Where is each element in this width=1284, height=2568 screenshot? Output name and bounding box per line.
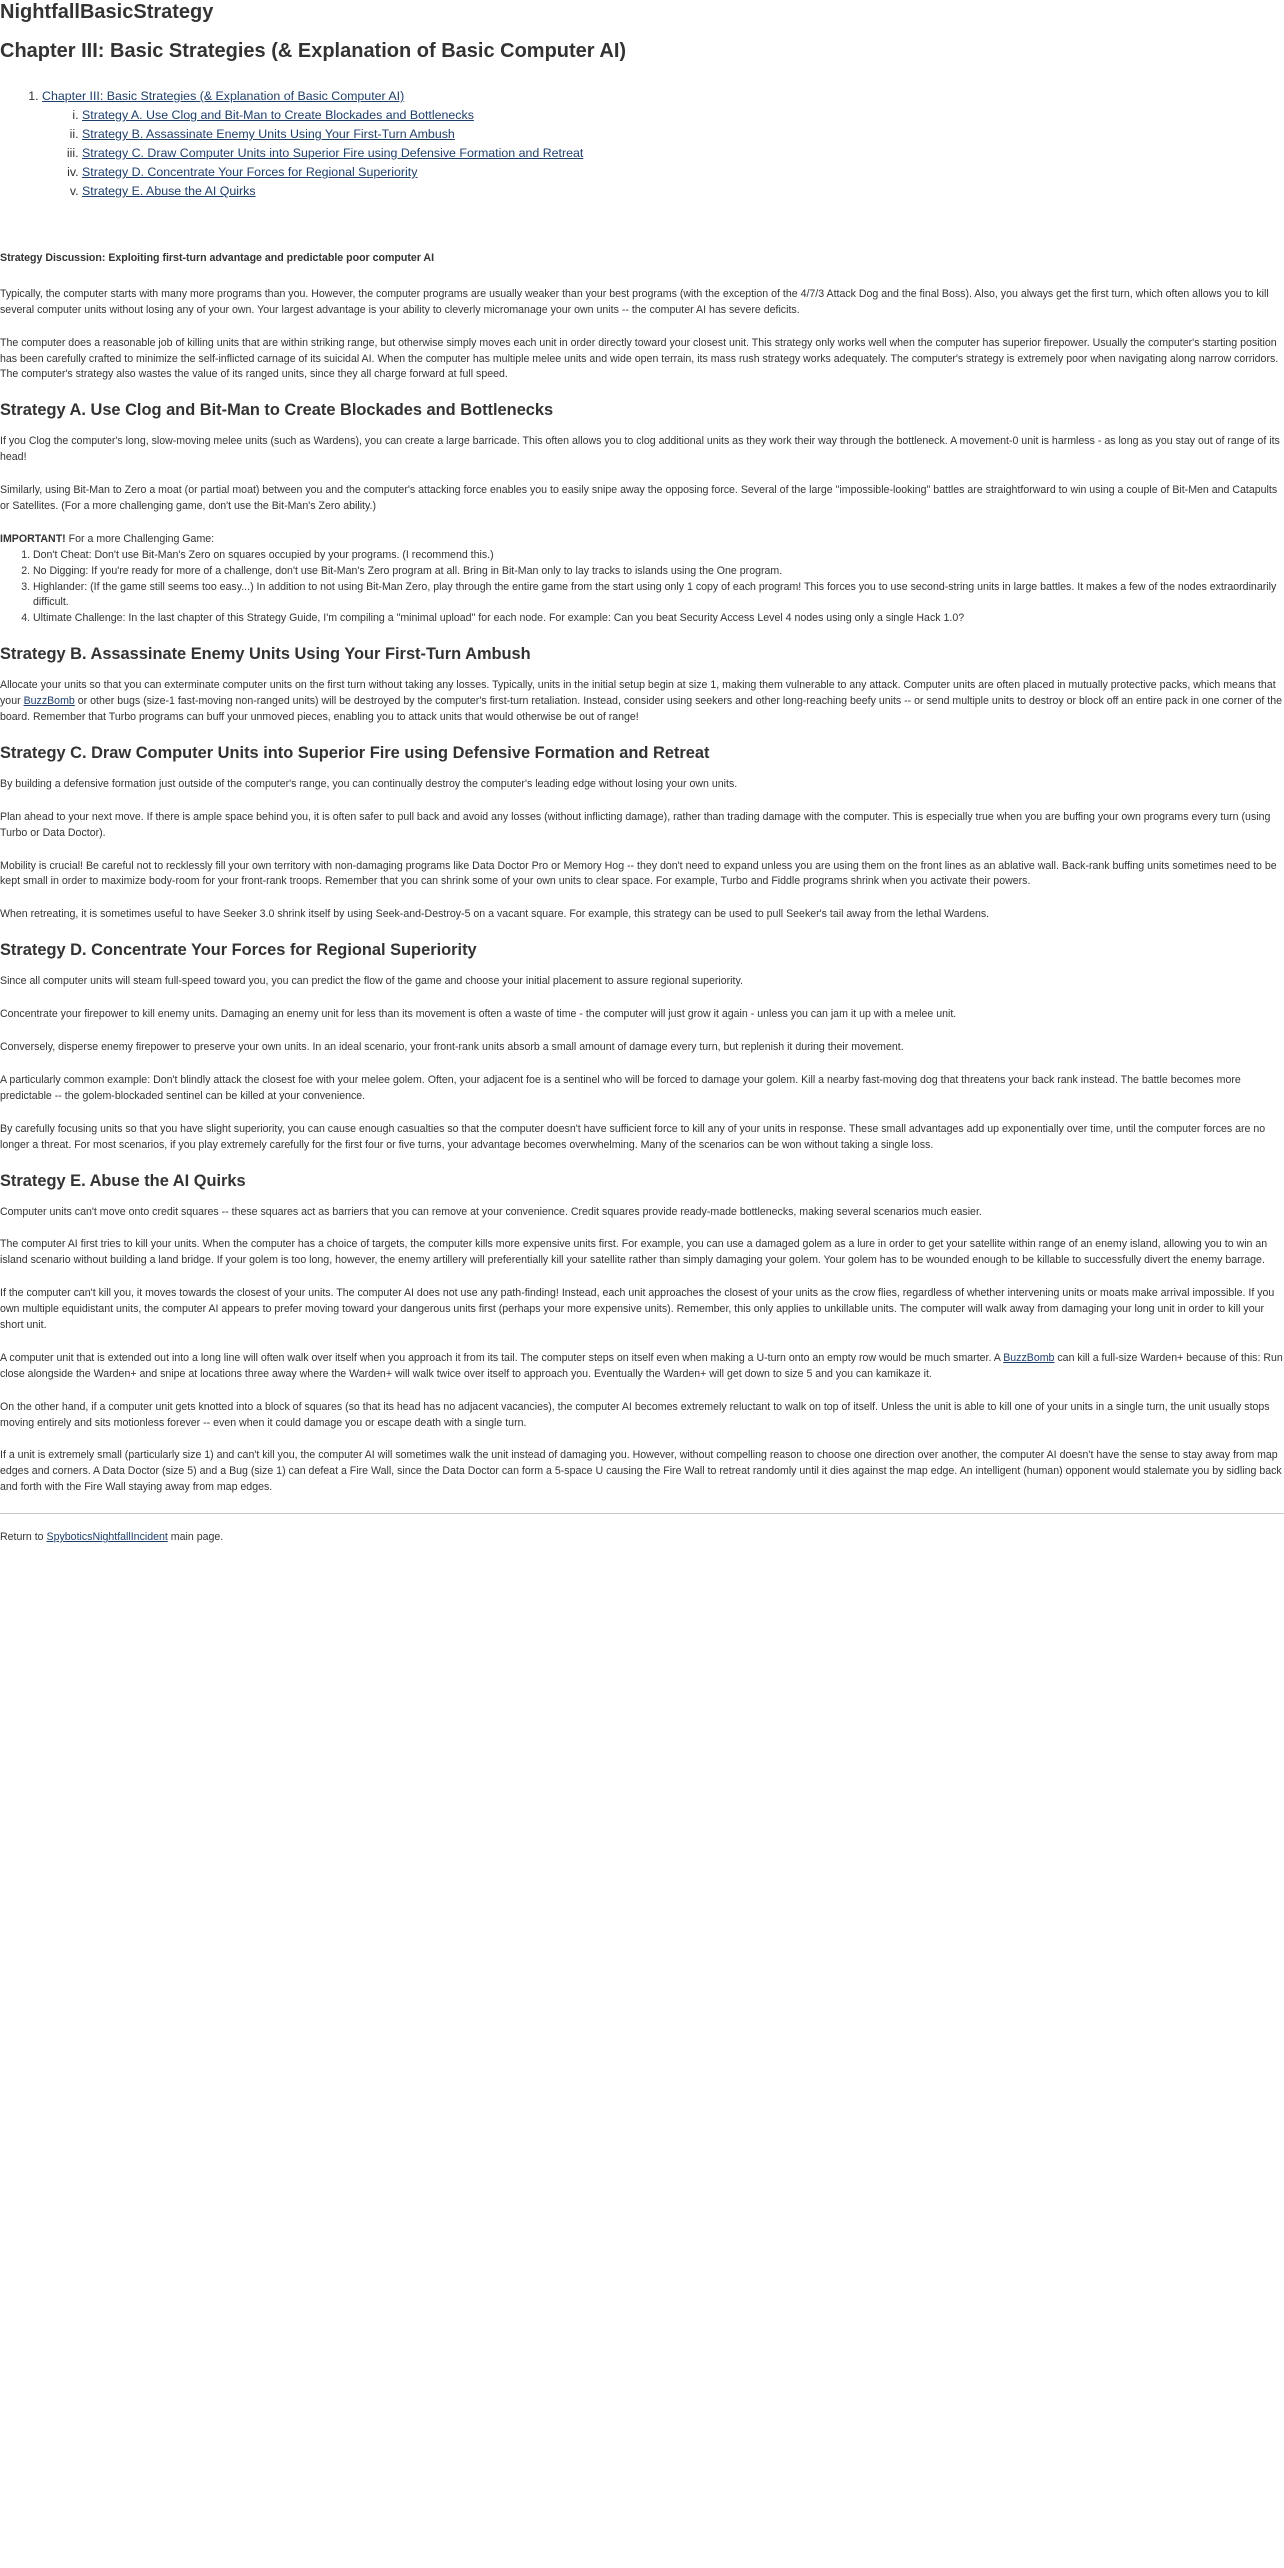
important-text: For a more Challenging Game:	[65, 532, 215, 545]
paragraph: When retreating, it is sometimes useful to have Seeker 3.0 shrink itself by using Seek-and-Destroy-5 on a vacant square. For example, this strategy can be used to pull Seeker's tail away from the lethal Wardens.	[0, 908, 990, 921]
strategy-e-section	[0, 1171, 1284, 1497]
main-page-link[interactable]: SpyboticsNightfallIncident	[46, 1531, 168, 1544]
text: main page.	[167, 1531, 224, 1544]
strategy-b-section	[0, 644, 1284, 726]
toc-sublist	[42, 106, 1284, 201]
paragraph	[0, 678, 1284, 726]
paragraph: On the other hand, if a computer unit gets knotted into a block of squares (so that its head has no adjacent vacancies), the computer AI becomes extremely reluctant to walk on top of itself. Unless the unit is able to kill one of your units in a single turn, the unit usually stops moving entirely and sits motionless forever -- even when it could damage you or escape death with a single turn.	[0, 1400, 1270, 1429]
paragraph: Mobility is crucial! Be careful not to recklessly fill your own territory with non-damaging programs like Data Doctor Pro or Memory Hog -- they don't need to expand unless you are using them on the front lines as an ablative wall. Back-rank buffing units sometimes need to be kept small in order to maximize body-room for your front-rank troops. Remember that you can shrink some of your own units to clear space. For example, Turbo and Fiddle programs shrink when you activate their powers.	[0, 859, 1277, 888]
strategy-b-heading: Strategy B. Assassinate Enemy Units Using Your First-Turn Ambush	[0, 645, 531, 664]
toc-link-strategy-c[interactable]: Strategy C. Draw Computer Units into Superior Fire using Defensive Formation and Retreat	[82, 146, 584, 160]
list-item: 2. No Digging: If you're ready for more of a challenge, don't use Bit-Man's Zero program at all. Bring in Bit-Man only to lay tracks to islands using the One program.	[33, 564, 1284, 580]
toc-link-strategy-a[interactable]: Strategy A. Use Clog and Bit-Man to Create Blockades and Bottlenecks	[82, 108, 474, 122]
buzzbomb-link[interactable]: BuzzBomb	[1003, 1351, 1055, 1364]
list-item: 4. Ultimate Challenge: In the last chapter of this Strategy Guide, I'm compiling a "minimal upload" for each node. For example: Can you beat Security Access Level 4 nodes using only a single Hack 1.0?	[33, 611, 1284, 627]
site-title: NightfallBasicStrategy	[0, 1, 214, 23]
buzzbomb-link[interactable]: BuzzBomb	[23, 695, 75, 708]
strategy-a-heading: Strategy A. Use Clog and Bit-Man to Create Blockades and Bottlenecks	[0, 401, 554, 420]
strategy-d-heading: Strategy D. Concentrate Your Forces for Regional Superiority	[0, 941, 477, 960]
paragraph: Similarly, using Bit-Man to Zero a moat (or partial moat) between you and the computer's attacking force enables you to easily snipe away the opposing force. Several of the large "impossible-looking" battles are straightforward to win using a couple of Bit-Men and Catapults or Satellites. (For a more challenging game, don't use the Bit-Man's Zero ability.)	[0, 484, 1278, 513]
strategy-c-section	[0, 743, 1284, 923]
paragraph: Plan ahead to your next move. If there is ample space behind you, it is often safer to pull back and avoid any losses (without inflicting damage), rather than trading damage with the computer. This is especially true when you are buffing your own programs every turn (using Turbo or Data Doctor).	[0, 810, 1271, 839]
paragraph	[0, 1351, 1284, 1383]
toc-link-strategy-e[interactable]: Strategy E. Abuse the AI Quirks	[82, 184, 256, 198]
paragraph: Conversely, disperse enemy firepower to preserve your own units. In an ideal scenario, your front-rank units absorb a small amount of damage every turn, but replenish it during their movement.	[0, 1041, 904, 1054]
paragraph: If you Clog the computer's long, slow-moving melee units (such as Wardens), you can create a large barricade. This often allows you to clog additional units as they work their way through the bottleneck. A movement-0 unit is harmless - as long as you stay out of range of its head!	[0, 435, 1280, 464]
paragraph: The computer AI first tries to kill your units. When the computer has a choice of targets, the computer kills more expensive units first. For example, you can use a damaged golem as a lure in order to get your satellite within range of an enemy island, allowing you to win an island scenario without building a land bridge. If your golem is too long, however, the enemy artillery will preferentially kill your satellite rather than simply damaging your golem. Your golem has to be wounded enough to be killable to successfully divert the enemy barrage.	[0, 1238, 1268, 1267]
paragraph: If the computer can't kill you, it moves towards the closest of your units. The computer AI does not use any path-finding! Instead, each unit approaches the closest of your units as the crow flies, regardless of whether intervening units or moats make arrival impossible. If you own multiple equidistant units, the computer AI appears to prefer moving toward your dangerous units first (perhaps your more expensive units). Remember, this only applies to unkillable units. The computer will walk away from damaging your long unit in order to kill your short unit.	[0, 1287, 1275, 1331]
strategy-a-section	[0, 400, 1284, 627]
table-of-contents	[0, 87, 1284, 201]
paragraph: Computer units can't move onto credit squares -- these squares act as barriers that you can remove at your convenience. Credit squares provide ready-made bottlenecks, making several scenarios much easier.	[0, 1205, 982, 1218]
toc-item	[82, 106, 1284, 125]
toc-item	[82, 163, 1284, 182]
strategy-d-section	[0, 940, 1284, 1153]
paragraph: The computer does a reasonable job of killing units that are within striking range, but otherwise simply moves each unit in order directly toward your closest unit. This strategy only works well when the computer has superior firepower. Usually the computer's starting position has been carefully crafted to minimize the self-inflicted carnage of its suicidal AI. When the computer has multiple melee units and wide open terrain, its mass rush strategy works adequately. The computer's strategy is extremely poor when navigating along narrow corridors. The computer's strategy also wastes the value of its ranged units, since they all charge forward at full speed.	[0, 336, 1279, 381]
paragraph: Typically, the computer starts with many more programs than you. However, the computer programs are usually weaker than your best programs (with the exception of the 4/7/3 Attack Dog and the final Boss). Also, you always get the first turn, which often allows you to kill several computer units without losing any of your own. Your largest advantage is your ability to cleverly micromanage your own units -- the computer AI has severe deficits.	[0, 287, 1269, 316]
text: Allocate your units so that you can exterminate computer units on the first turn without taking any losses. Typically, units in the initial setup begin at size 1, making them vulnerable to any attack. Computer units are often placed in mutually protective packs, which means that your	[0, 679, 1276, 708]
challenge-list	[0, 548, 1284, 627]
text: or other bugs (size-1 fast-moving non-ranged units) will be destroyed by the computer's first-turn retaliation. Instead, consider using seekers and other long-reaching beefy units -- or send multiple units to destroy or block off an entire pack in one corner of the board. Remember that Turbo programs can buff your unmoved pieces, enabling you to attack units that would otherwise be out of range!	[0, 695, 1282, 724]
page-title: Chapter III: Basic Strategies (& Explanation of Basic Computer AI)	[0, 40, 627, 62]
divider	[0, 1513, 1284, 1514]
toc-item-main	[42, 87, 1284, 201]
toc-link-strategy-d[interactable]: Strategy D. Concentrate Your Forces for Regional Superiority	[82, 165, 418, 179]
toc-item	[82, 144, 1284, 163]
paragraph: By building a defensive formation just outside of the computer's range, you can continually destroy the computer's leading edge without losing your own units.	[0, 777, 738, 790]
strategy-e-heading: Strategy E. Abuse the AI Quirks	[0, 1171, 246, 1190]
list-item: 1. Don't Cheat: Don't use Bit-Man's Zero on squares occupied by your programs. (I recommend this.)	[33, 548, 1284, 564]
paragraph: A particularly common example: Don't blindly attack the closest foe with your melee golem. Often, your adjacent foe is a sentinel who will be forced to damage your golem. Kill a nearby fast-moving dog that threatens your back rank instead. The battle becomes more predictable -- the golem-blockaded sentinel can be killed at your convenience.	[0, 1073, 1241, 1102]
paragraph: Concentrate your firepower to kill enemy units. Damaging an enemy unit for less than its movement is often a waste of time - the computer will just grow it again - unless you can jam it up with a melee unit.	[0, 1008, 957, 1021]
paragraph: If a unit is extremely small (particularly size 1) and can't kill you, the computer AI will sometimes walk the unit instead of damaging you. However, without compelling reason to choose one direction over another, the computer AI doesn't have the sense to stay away from map edges and corners. A Data Doctor (size 5) and a Bug (size 1) can defeat a Fire Wall, since the Data Doctor can form a 5-space U causing the Fire Wall to retreat randomly until it dies against the map edge. An intelligent (human) opponent would stalemate you by sidling back and forth with the Fire Wall staying away from map edges.	[0, 1449, 1282, 1494]
toc-item	[82, 182, 1284, 201]
paragraph: By carefully focusing units so that you have slight superiority, you can cause enough casualties so that the computer doesn't have sufficient force to kill any of your units in response. These small advantages add up exponentially over time, until the computer forces are no longer a threat. For most scenarios, if you play extremely carefully for the first four or five turns, your advantage becomes overwhelming. Many of the scenarios can be won without taking a single loss.	[0, 1122, 1266, 1151]
important-label: IMPORTANT!	[0, 532, 66, 545]
discussion-heading: Strategy Discussion: Exploiting first-turn advantage and predictable poor computer AI	[0, 252, 435, 264]
paragraph: Since all computer units will steam full-speed toward you, you can predict the flow of the game and choose your initial placement to assure regional superiority.	[0, 975, 743, 988]
text: A computer unit that is extended out into a long line will often walk over itself when you approach it from its tail. The computer steps on itself even when making a U-turn onto an empty row would be much smarter. A	[0, 1351, 1004, 1364]
toc-link-strategy-b[interactable]: Strategy B. Assassinate Enemy Units Using Your First-Turn Ambush	[82, 127, 455, 141]
text: can kill a full-size Warden+ because of this: Run close alongside the Warden+ and snipe at locations three away where the Warden+ will walk twice over itself to approach you. Eventually the Warden+ will get down to size 5 and you can kamikaze it.	[0, 1351, 1283, 1380]
important-note	[0, 532, 1284, 548]
discussion-section	[0, 251, 1284, 383]
strategy-c-heading: Strategy C. Draw Computer Units into Superior Fire using Defensive Formation and Retreat	[0, 743, 710, 762]
toc-item	[82, 125, 1284, 144]
list-item: 3. Highlander: (If the game still seems too easy...) In addition to not using Bit-Man Zero, play through the entire game from the start using only 1 copy of each program! This forces you to use second-string units in large battles. It makes a few of the nodes extraordinarily difficult.	[33, 580, 1284, 612]
footer-return	[0, 1530, 1284, 1546]
text: Return to	[0, 1531, 47, 1544]
toc-link-chapter[interactable]: Chapter III: Basic Strategies (& Explanation of Basic Computer AI)	[42, 89, 405, 103]
